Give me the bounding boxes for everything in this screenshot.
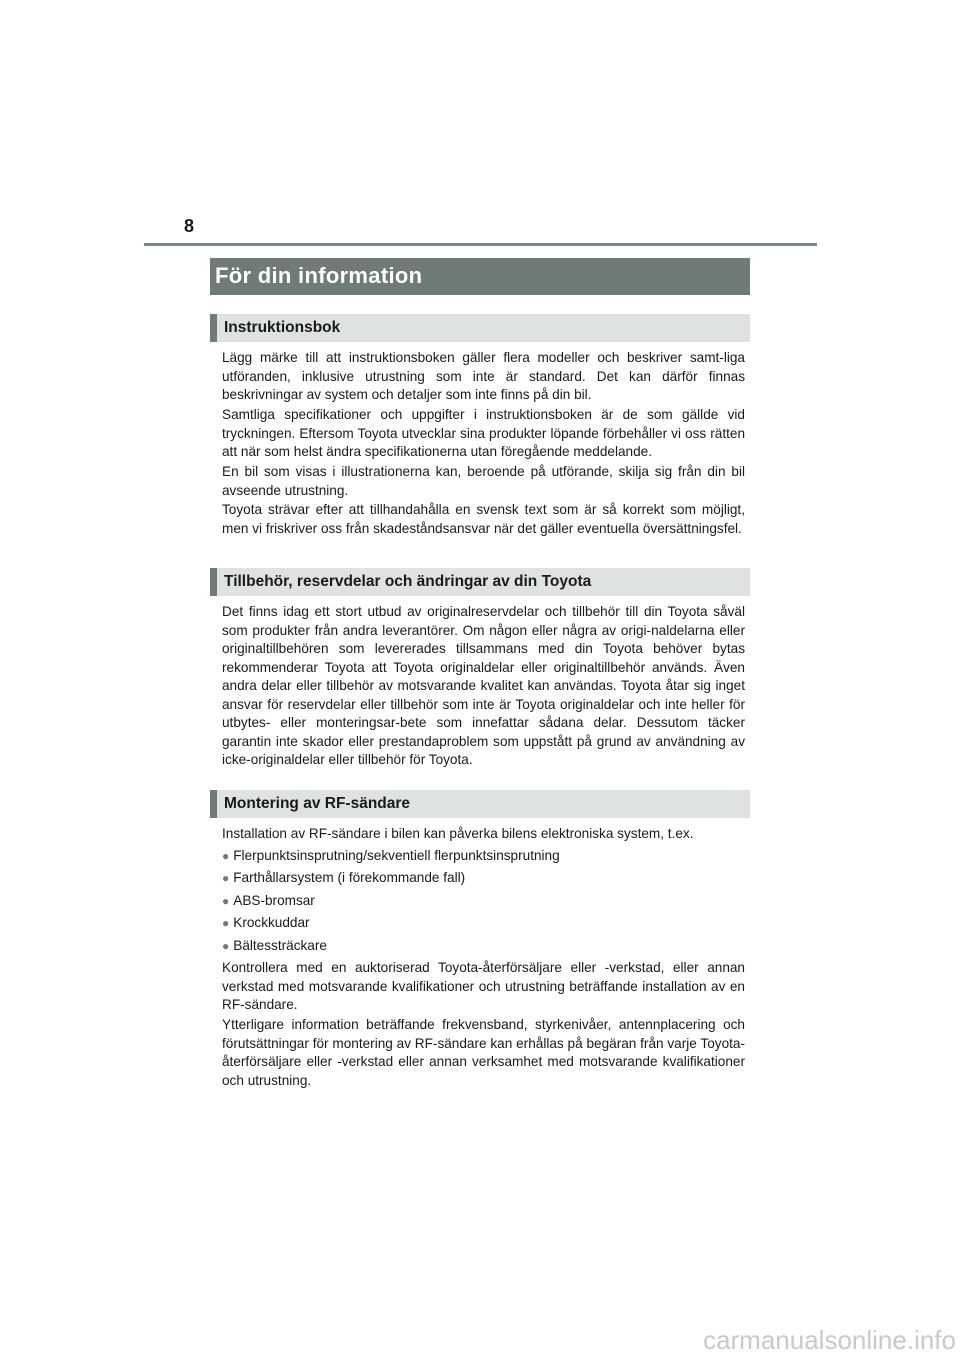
paragraph: Samtliga specifikationer och uppgifter i instruktionsboken är de som gällde vid tryckningen. Eftersom Toyota utvecklar sina produkter löpande förbehåller vi oss rätten att när som helst ändra specifikationerna utan föregående meddelande. — [222, 407, 745, 459]
section-heading-tillbehor — [210, 568, 750, 596]
bullet-icon: ● — [222, 849, 230, 863]
paragraph: Ytterligare information beträffande frekvensband, styrkenivåer, antennplacering och förutsättningar för montering av RF-sändare kan erhållas på begäran från varje Toyota-återförsäljare eller -verkstad eller annan verksamhet med motsvarande kvalifikationer och utrustning. — [222, 1017, 745, 1088]
section-marker — [210, 314, 217, 342]
list-item: ● Flerpunktsinsprutning/sekventiell flerpunktsinsprutning — [222, 848, 560, 863]
section-heading-text: Tillbehör, reservdelar och ändringar av din Toyota — [224, 573, 592, 590]
title-bar — [210, 258, 750, 295]
bullet-icon: ● — [222, 871, 230, 885]
section-heading-text: Instruktionsbok — [224, 319, 341, 336]
bullet-icon: ● — [222, 939, 230, 953]
paragraph: En bil som visas i illustrationerna kan, beroende på utförande, skilja sig från din bil avseende utrustning. — [222, 464, 745, 498]
paragraph: Installation av RF-sändare i bilen kan påverka bilens elektroniska system, t.ex. — [222, 826, 694, 841]
list-item: ● ABS-bromsar — [222, 893, 315, 908]
paragraph: Lägg märke till att instruktionsboken gäller flera modeller och beskriver samt-liga utföranden, inklusive utrustning som inte är standard. Det kan därför finnas beskrivningar av system och detaljer som inte finns på din bil. — [222, 350, 745, 402]
page-title: För din information — [215, 263, 423, 288]
section-heading-text: Montering av RF-sändare — [224, 795, 411, 812]
watermark: carmanualsonline.info — [703, 1325, 956, 1355]
paragraph: Toyota strävar efter att tillhandahålla en svensk text som är så korrekt som möjligt, men vi friskriver oss från skadeståndsansvar när det gäller eventuella översättningsfel. — [222, 502, 745, 536]
list-item: ● Krockkuddar — [222, 915, 310, 930]
list-item: ● Bältessträckare — [222, 938, 327, 953]
section-heading-instruktionsbok — [210, 314, 750, 342]
section-marker — [210, 568, 217, 596]
paragraph: Det finns idag ett stort utbud av originalreservdelar och tillbehör till din Toyota såväl som produkter från andra leverantörer. Om någon eller några av origi-naldelarna eller originaltillbehören som levererades tillsammans med din Toyota behöver bytas rekommenderar Toyota att Toyota originaldelar eller originaltillbehör används. Även andra delar eller tillbehör av motsvarande kvalitet kan användas. Toyota åtar sig inget ansvar för reservdelar eller tillbehör som inte är Toyota originaldelar och inte heller för utbytes- eller monteringsar-bete som innefattar sådana delar. Dessutom täcker garantin inte skador eller prestandaproblem som uppstått på grund av användning av icke-originaldelar eller tillbehör för Toyota. — [222, 604, 745, 767]
section-marker — [210, 790, 217, 818]
bullet-icon: ● — [222, 916, 230, 930]
list-item: ● Farthållarsystem (i förekommande fall) — [222, 870, 466, 885]
section-heading-rf-sandare — [210, 790, 750, 818]
bullet-icon: ● — [222, 894, 230, 908]
page-number: 8 — [184, 216, 195, 236]
paragraph: Kontrollera med en auktoriserad Toyota-återförsäljare eller -verkstad, eller annan verkstad med motsvarande kvalifikationer och utrustning beträffande installation av en RF-sändare. — [222, 960, 745, 1012]
header-rule — [144, 243, 817, 246]
